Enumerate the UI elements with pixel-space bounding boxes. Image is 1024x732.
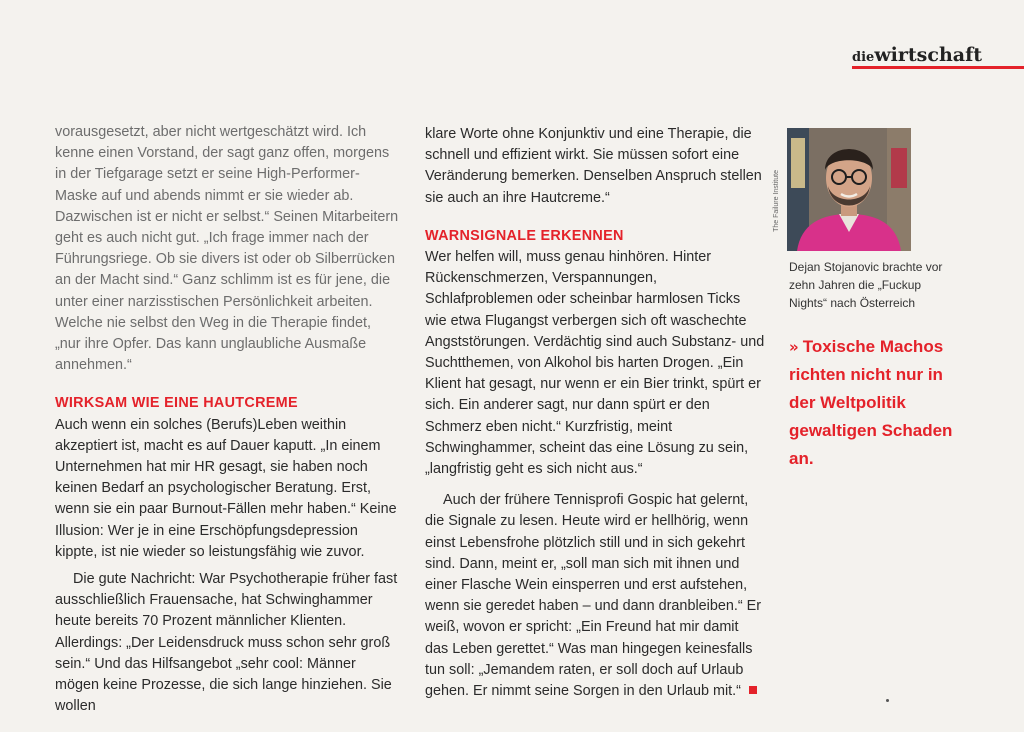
photo-caption: Dejan Stojanovic brachte vor zehn Jahren die „Fuckup Nights“ nach Österreich bbox=[789, 260, 943, 311]
pull-quote bbox=[789, 333, 964, 473]
brand-prefix: die bbox=[852, 50, 875, 65]
article-column-1 bbox=[55, 122, 400, 717]
section-brand bbox=[852, 44, 982, 66]
subheading: WIRKSAM WIE EINE HAUTCREME bbox=[55, 395, 298, 412]
paragraph: Auch wenn ein solches (Berufs)Leben weithin akzeptiert ist, macht es auf Dauer kaputt. „In einem Unternehmen hat mir HR gesagt, sie haben noch keinen Bedarf an psychologischer Beratung. Erst, wenn sie ein paar Burnout-Fällen mehr haben.“ Keine Illusion: Wer je in eine Erschöpfungsdepression kippte, ist nie wieder so leistungsfähig wie zuvor. bbox=[55, 416, 397, 560]
quote-marker-icon: » bbox=[789, 338, 799, 356]
subheading: WARNSIGNALE ERKENNEN bbox=[425, 227, 624, 244]
paragraph-text: Auch der frühere Tennisprofi Gospic hat gelernt, die Signale zu lesen. Heute wird er hellhörig, wenn einst Lebensfrohe plötzlich still und in sich gekehrt sind. Dann, meint er, „soll man sich mit ihnen und einer Flasche Wein einsperren und erst aufstehen, wenn sie geredet haben – und dann dranbleiben.“ Er weiß, wovon er spricht: „Ein Freund hat mir damit das Leben gerettet.“ Was man hingegen keinesfalls tun soll: „Jemandem raten, er soll doch auf Urlaub gehen. Er nimmt seine Sorgen in den Urlaub mit.“ bbox=[425, 492, 762, 700]
magazine-page: diewirtschaft vorausgesetzt, aber nicht wertgeschätzt wird. Ich kenne einen Vorstand, der sagt ganz offen, morgens in der Tiefgarage setzt er seine High-Performer-Maske auf und abends nimmt er sie wieder ab. Dazwischen ist er nicht er selbst.“ Seinen Mitarbeitern geht es auch nicht gut. „Ich frage immer nach der Führungsriege. Ob sie divers ist oder ob Silberrücken an der Macht sind.“ Ganz schlimm ist es für jene, die unter einer narzisstischen Persönlichkeit arbeiten. Welche nie selbst den Weg in die Therapie findet, „nur ihre Opfer. Das kann unglaubliche Ausmaße annehmen.“ WIRKSAM WIE EINE HAUTCREME Auch wenn ein solches (Berufs)Leben weithin akzeptiert ist, macht es auf Dauer kaputt. „In einem Unternehmen hat mir HR gesagt, sie haben noch keinen Bedarf an psychologischer Beratung. Erst, wenn sie ein paar Burnout-Fällen mehr haben.“ Keine Illusion: Wer je in eine Erschöpfungsdepression kippte, ist nie wieder so leistungsfähig wie zuvor. Die gute Nachricht: War Psychotherapie früher fast ausschließlich Frauensache, hat Schwinghammer heute bereits 70 Prozent männlicher Klienten. Allerdings: „Der Leidensdruck muss schon sehr groß sein.“ Und das Hilfsangebot „sehr cool: Männer mögen keine Prozesse, die sich lange hinziehen. Sie wollen klare Worte ohne Konjunktiv und eine Therapie, die schnell und effizient wirkt. Sie müssen sofort eine Veränderung bemerken. Denselben Anspruch stellen sie auch an ihre Hautcreme.“ WARNSIGNALE ERKENNEN Wer helfen will, muss genau hinhören. Hinter Rückenschmerzen, Verspannungen, Schlafproblemen oder scheinbar harmlosen Ticks wie etwa Flugangst verbergen sich oft waschechte Angststörungen. Verdächtig sind auch Substanz- und Suchtthemen, von Alkohol bis harten Drogen. „Ein Klient hat gesagt, nur wenn er ein Bier trinkt, spürt er sich. Ein anderer sagt, nur dann spürt er den Schmerz eben nicht.“ Kurzfristig, meint Schwinghammer, scheint das eine Lösung zu sein, „langfristig geht es sich nicht aus.“ Auch der frühere Tennisprofi Gospic hat gelernt, die Signale zu lesen. Heute wird er hellhörig, wenn einst Lebensfrohe plötzlich still und in sich gekehrt sind. Dann, meint er, „soll man sich mit ihnen und einer Flasche Wein einsperren und erst aufstehen, wenn sie geredet haben – und dann dranbleiben.“ Er weiß, wovon er spricht: „Ein Freund hat mir damit das Leben gerettet.“ Was man hingegen keinesfalls tun soll: „Jemandem raten, er soll doch auf Urlaub gehen. Er nimmt seine Sorgen in den Urlaub mit.“ The Failure Institute Dejan Stojanovic brachte vor zehn Jahren die „Fuckup Nights“ nach Österreich » Toxische Machos richten nicht nur in der Weltpolitik gewaltigen Schaden an. bbox=[0, 0, 1024, 732]
paragraph bbox=[425, 490, 765, 702]
article-column-2 bbox=[425, 124, 765, 702]
paragraph: Wer helfen will, muss genau hinhören. Hinter Rückenschmerzen, Verspannungen, Schlafproblemen oder scheinbar harmlosen Ticks wie etwa Flugangst verbergen sich oft waschechte Angststörungen. Verdächtig sind auch Substanz- und Suchtthemen, von Alkohol bis harten Drogen. „Ein Klient hat gesagt, nur wenn er ein Bier trinkt, spürt er sich. Ein anderer sagt, nur dann spürt er den Schmerz eben nicht.“ Kurzfristig, meint Schwinghammer, scheint das eine Lösung zu sein, „langfristig geht es sich nicht aus.“ bbox=[425, 249, 765, 478]
pull-quote-text: Toxische Machos richten nicht nur in der Weltpolitik gewaltigen Schaden an. bbox=[789, 337, 953, 468]
paragraph: klare Worte ohne Konjunktiv und eine Therapie, die schnell und effizient wirkt. Sie müssen sofort eine Veränderung bemerken. Denselben Anspruch stellen sie auch an ihre Hautcreme.“ bbox=[425, 126, 762, 206]
brand-name: wirtschaft bbox=[874, 44, 983, 66]
paragraph: Die gute Nachricht: War Psychotherapie früher fast ausschließlich Frauensache, hat Schwinghammer heute bereits 70 Prozent männlicher Klienten. Allerdings: „Der Leidensdruck muss schon sehr groß sein.“ Und das Hilfsangebot „sehr cool: Männer mögen keine Prozesse, die sich lange hinziehen. Sie wollen bbox=[55, 571, 398, 715]
header-rule bbox=[852, 66, 1024, 69]
portrait-photo bbox=[787, 128, 911, 251]
end-of-article-mark bbox=[749, 686, 757, 694]
paragraph: vorausgesetzt, aber nicht wertgeschätzt wird. Ich kenne einen Vorstand, der sagt ganz offen, morgens in der Tiefgarage setzt er seine High-Performer-Maske auf und abends nimmt er sie wieder ab. Dazwischen ist er nicht er selbst.“ Seinen Mitarbeitern geht es auch nicht gut. „Ich frage immer nach der Führungsriege. Ob sie divers ist oder ob Silberrücken an der Macht sind.“ Ganz schlimm ist es für jene, die unter einer narzisstischen Persönlichkeit arbeiten. Welche nie selbst den Weg in die Therapie findet, „nur ihre Opfer. Das kann unglaubliche Ausmaße annehmen.“ bbox=[55, 124, 399, 374]
speck bbox=[886, 699, 889, 702]
